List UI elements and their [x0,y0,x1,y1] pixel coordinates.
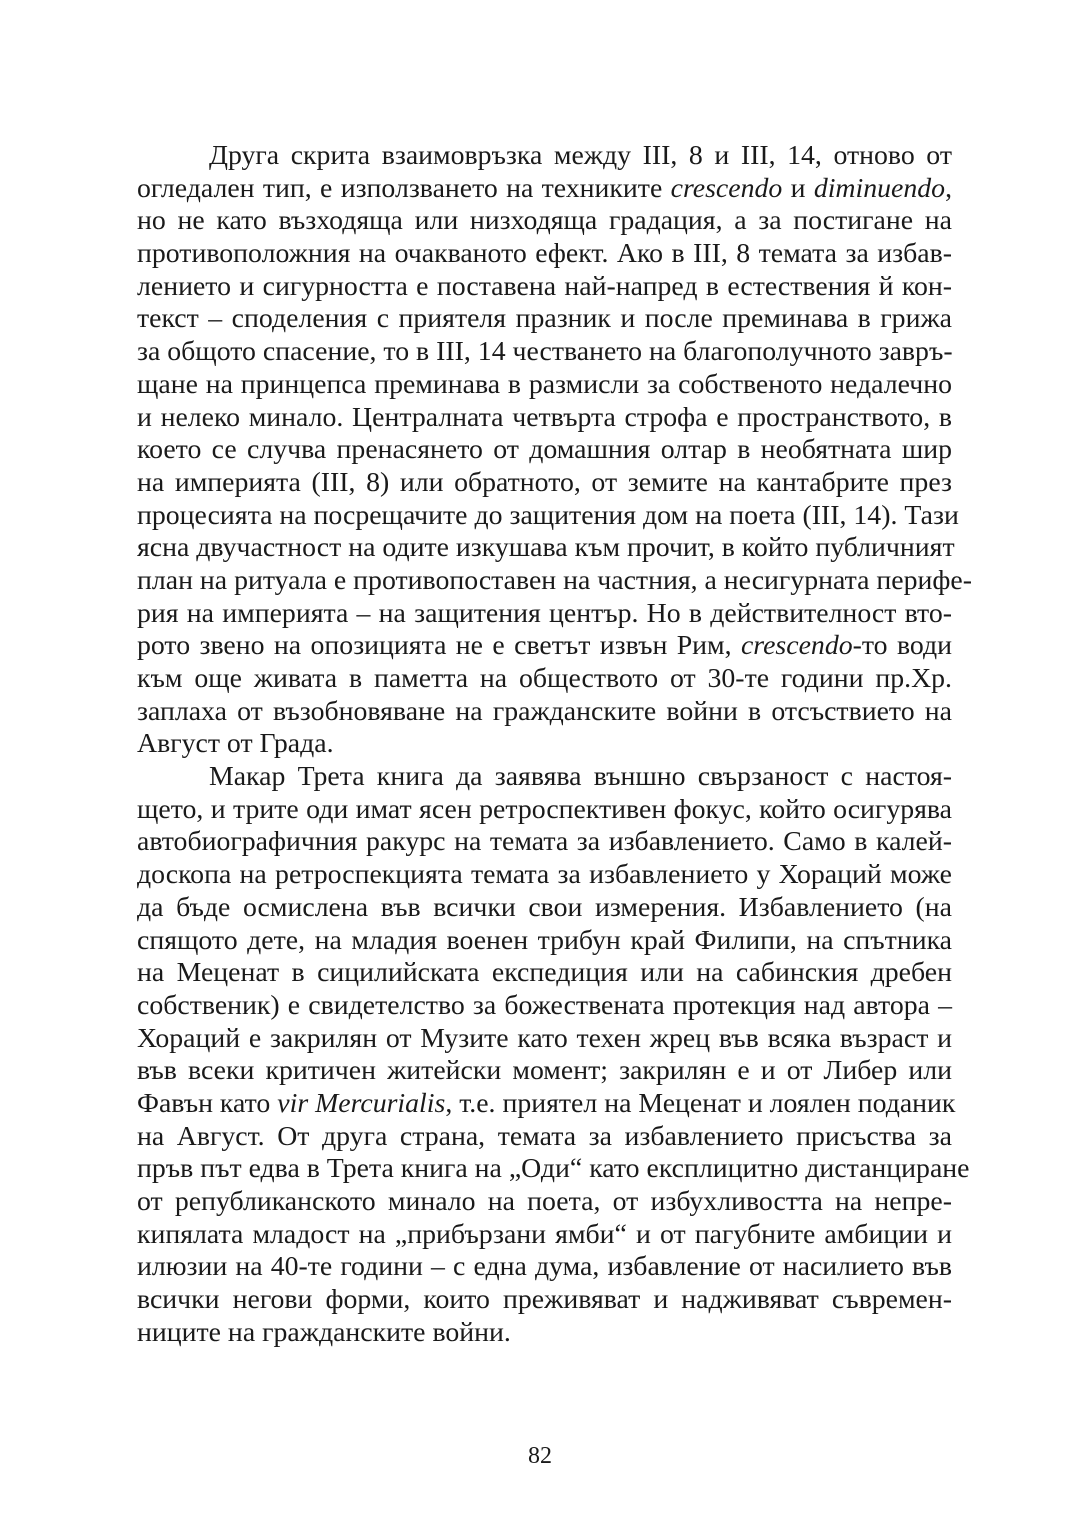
body-text [137,140,972,1349]
text-run: собственик) е свидетелство за божествената протекция над автора – [137,989,952,1021]
text-run: от републиканското минало на поета, от избухливостта на непре- [137,1186,952,1217]
text-run: на Меценат в сицилийската експедиция или на сабинския дребен [137,957,952,989]
text-run: но не като възходяща или низходяща градация, а за постигане на [137,205,952,237]
text-run: ясна двучастност на одите изкушава към прочит, в който публичният [137,532,955,564]
text-line [137,1251,952,1284]
text-run: противоположния на очакваното ефект. Ако в III, 8 темата за избав- [137,238,952,270]
text-line [137,696,952,729]
text-run: щане на принцепса преминава в размисли за собственото недалечно [137,368,952,400]
text-line [137,1087,956,1121]
text-run: -то води [852,630,952,662]
text-run: във всеки критичен житейски момент; закрилян е и от Либер или [137,1055,952,1087]
text-line [137,1186,952,1219]
text-run: Фавън като [137,1087,278,1119]
text-run: пръв път едва в Трета книга на „Оди“ като експлицитно дистанциране [137,1153,970,1185]
text-run: лението и сигурността е поставена най-напред в естествения й кон- [137,270,952,302]
italic-term: crescendo [740,630,853,662]
text-line [137,564,972,598]
paragraph [137,761,970,1349]
text-line [137,1284,952,1317]
text-run: и [782,172,814,204]
text-line [137,1219,952,1252]
text-line [137,467,952,500]
text-line [137,499,959,533]
italic-term: vir Mercurialis [277,1087,446,1119]
text-run: , т.е. приятел на Меценат и лоялен поданик [445,1087,956,1119]
text-line [137,434,952,467]
text-line [137,1023,952,1056]
text-line [137,892,952,925]
text-line [137,826,952,859]
text-line [137,630,952,663]
text-run: автобиографичния ракурс на темата за избавлението. Само в калей- [137,826,952,858]
paragraph [137,140,972,761]
text-run: доскопа на ретроспекцията темата за избавлението у Хораций може [137,859,952,891]
page-number: 82 [528,1443,552,1469]
text-line [137,140,952,173]
text-line [137,402,952,435]
text-run: да бъде осмислена във всички свои измерения. Избавлението (на [137,891,952,923]
text-line [137,925,952,958]
text-run: и нелеко минало. Централната четвърта строфа е пространството, в [137,401,952,433]
text-line [137,336,952,369]
text-line [137,271,952,304]
text-run: процесията на посрещачите до защитения дом на поета (III, 14). Тази [137,499,959,531]
text-line [137,598,952,631]
text-run: ниците на гражданските войни. [137,1316,511,1348]
text-run: на Август. От друга страна, темата за избавлението присъства за [137,1120,952,1152]
text-line [137,303,952,336]
text-run: заплаха от възобновяване на гражданските войни в отсъствието на [137,695,952,727]
text-line [137,1317,952,1350]
text-run: спящото дете, на младия военен трибун край Филипи, на спътника [137,924,952,956]
text-run: към още живата в паметта на обществото от 30-те години пр.Хр. [137,663,952,694]
text-run: илюзии на 40-те години – с една дума, избавление от насилието във [137,1251,952,1283]
text-run: всички негови форми, които преживяват и надживяват съвремен- [137,1284,952,1316]
text-run: Август от Града. [137,728,334,760]
text-line [137,173,952,206]
text-line [137,663,952,696]
text-run: за общото спасение, то в III, 14 честването на благополучното завръ- [137,336,953,368]
text-line [137,532,955,565]
text-run: Макар Трета книга да заявява външно свързаност с настоя- [209,761,952,793]
text-run: кипялата младост на „прибързани ямби“ и от пагубните амбиции и [137,1218,952,1250]
text-run: рия на империята – на защитения център. Но в действителност вто- [137,597,952,629]
text-line [137,1055,952,1088]
text-line [137,1121,952,1154]
text-run: , [945,172,953,204]
text-line [137,728,952,761]
text-run: на империята (III, 8) или обратното, от земите на кантабрите през [137,466,952,498]
text-line [137,990,952,1023]
text-run: рото звено на опозицията не е светът извън Рим, [137,630,741,662]
text-line [137,238,952,271]
text-line [137,957,952,990]
text-line [137,761,952,794]
text-run: щето, и трите оди имат ясен ретроспективен фокус, който осигурява [137,793,952,825]
italic-term: crescendo [670,172,783,204]
italic-term: diminuendo [813,172,946,204]
text-run: Хораций е закрилян от Музите като техен жрец във всяка възраст и [137,1022,952,1054]
text-run: което се случва пренасянето от домашния олтар в необятната шир [137,434,952,466]
text-run: текст – споделения с приятеля празник и после преминава в грижа [137,303,952,335]
text-line [137,369,952,402]
text-run: огледален тип, е използването на техниките [137,172,671,204]
text-line [137,794,952,827]
text-line [137,859,952,892]
text-run: Друга скрита взаимовръзка между III, 8 и III, 14, отново от [209,140,952,171]
text-line [137,205,952,238]
text-line [137,1153,970,1186]
text-run: план на ритуала е противопоставен на частния, а несигурната перифе- [137,564,972,596]
